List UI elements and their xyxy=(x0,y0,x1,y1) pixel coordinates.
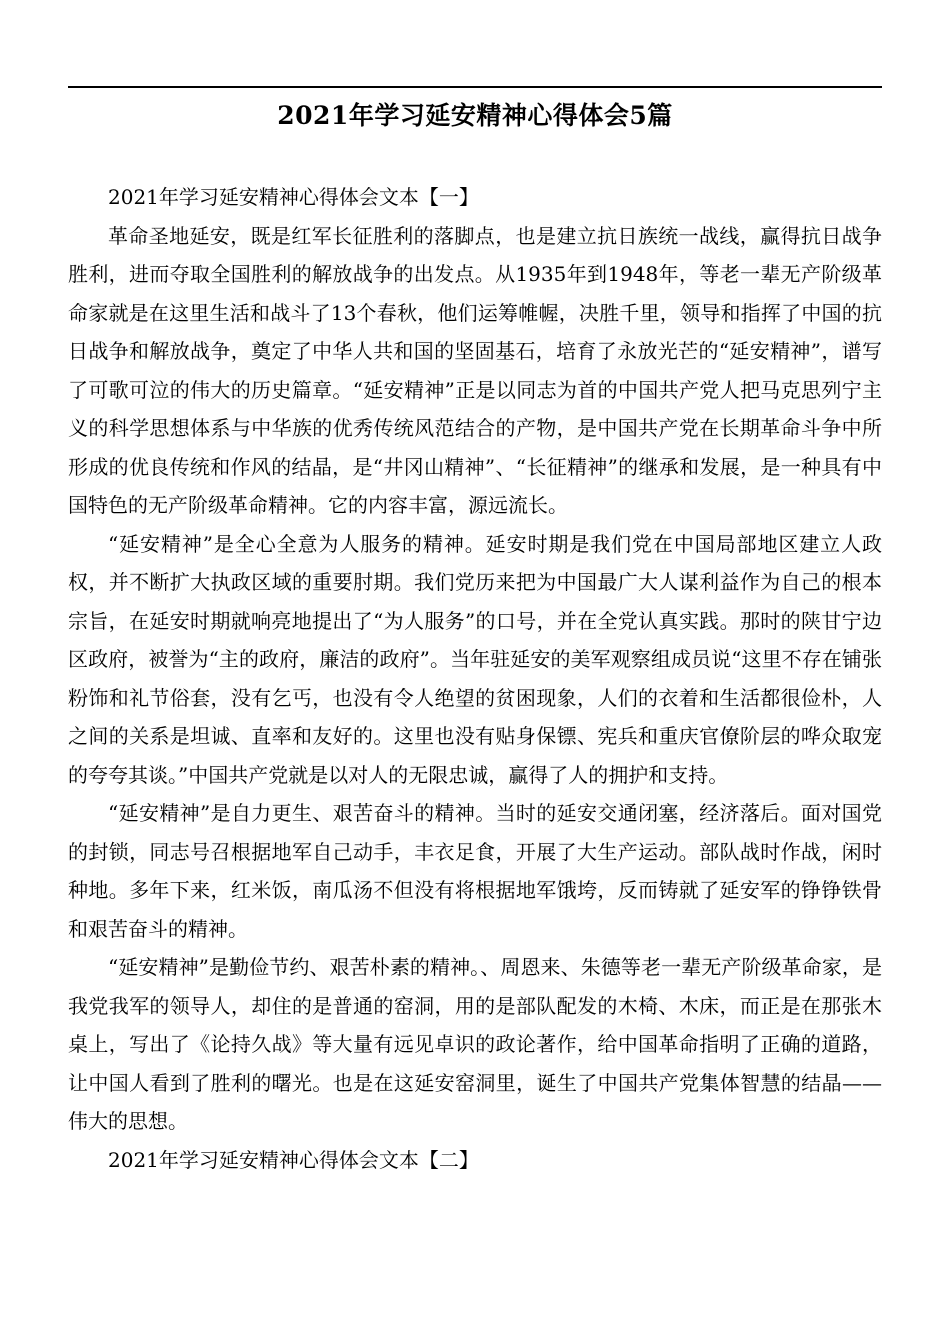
paragraph: 革命圣地延安，既是红军长征胜利的落脚点，也是建立抗日族统一战线，赢得抗日战争胜利，进而夺取全国胜利的解放战争的出发点。从1935年到1948年，等老一辈无产阶级革命家就是在这里生活和战斗了13个春秋，他们运筹帷幄，决胜千里，领导和指挥了中国的抗日战争和解放战争，奠定了中华人共和国的坚固基石，培育了永放光芒的“延安精神”，谱写了可歌可泣的伟大的历史篇章。“延安精神”正是以同志为首的中国共产党人把马克思列宁主义的科学思想体系与中华族的优秀传统风范结合的产物，是中国共产党在长期革命斗争中所形成的优良传统和作风的结晶，是“井冈山精神”、“长征精神”的继承和发展，是一种具有中国特色的无产阶级革命精神。它的内容丰富，源远流长。 xyxy=(68,223,882,517)
paragraph: “延安精神”是全心全意为人服务的精神。延安时期是我们党在中国局部地区建立人政权，并不断扩大执政区域的重要肘期。我们党历来把为中国最广大人谋利益作为自己的根本宗旨，在延安时期就响亮地提出了“为人服务”的口号，并在全党认真实践。那时的陕甘宁边区政府，被誉为“主的政府，廉洁的政府”。当年驻延安的美军观察组成员说“这里不存在铺张粉饰和礼节俗套，没有乞丐，也没有令人绝望的贫困现象，人们的衣着和生活都很俭朴，人之间的关系是坦诚、直率和友好的。这里也没有贴身保镖、宪兵和重庆官僚阶层的哗众取宠的夸夸其谈。”中国共产党就是以对人的无限忠诚，赢得了人的拥护和支持。 xyxy=(68,531,882,787)
paragraph: “延安精神”是勤俭节约、艰苦朴素的精神。、周恩来、朱德等老一辈无产阶级革命家，是我党我军的领导人，却住的是普通的窑洞，用的是部队配发的木椅、木床，而正是在那张木桌上，写出了《论持久战》等大量有远见卓识的政论著作，给中国革命指明了正确的道路，让中国人看到了胜利的曙光。也是在这延安窑洞里，诞生了中国共产党集体智慧的结晶——伟大的思想。 xyxy=(68,955,882,1133)
section-subtitle-1: 2021年学习延安精神心得体会文本【一】 xyxy=(108,185,479,209)
section-subtitle-2: 2021年学习延安精神心得体会文本【二】 xyxy=(108,1147,479,1172)
paragraph: “延安精神”是自力更生、艰苦奋斗的精神。当时的延安交通闭塞，经济落后。面对国党的封锁，同志号召根据地军自己动手，丰衣足食，开展了大生产运动。部队战时作战，闲时种地。多年下来，红米饭，南瓜汤不但没有将根据地军饿垮，反而铸就了延安军的铮铮铁骨和艰苦奋斗的精神。 xyxy=(68,801,882,941)
header-rule xyxy=(68,86,882,88)
document-body xyxy=(68,178,882,1179)
document-title: 2021年学习延安精神心得体会5篇 xyxy=(277,101,673,130)
